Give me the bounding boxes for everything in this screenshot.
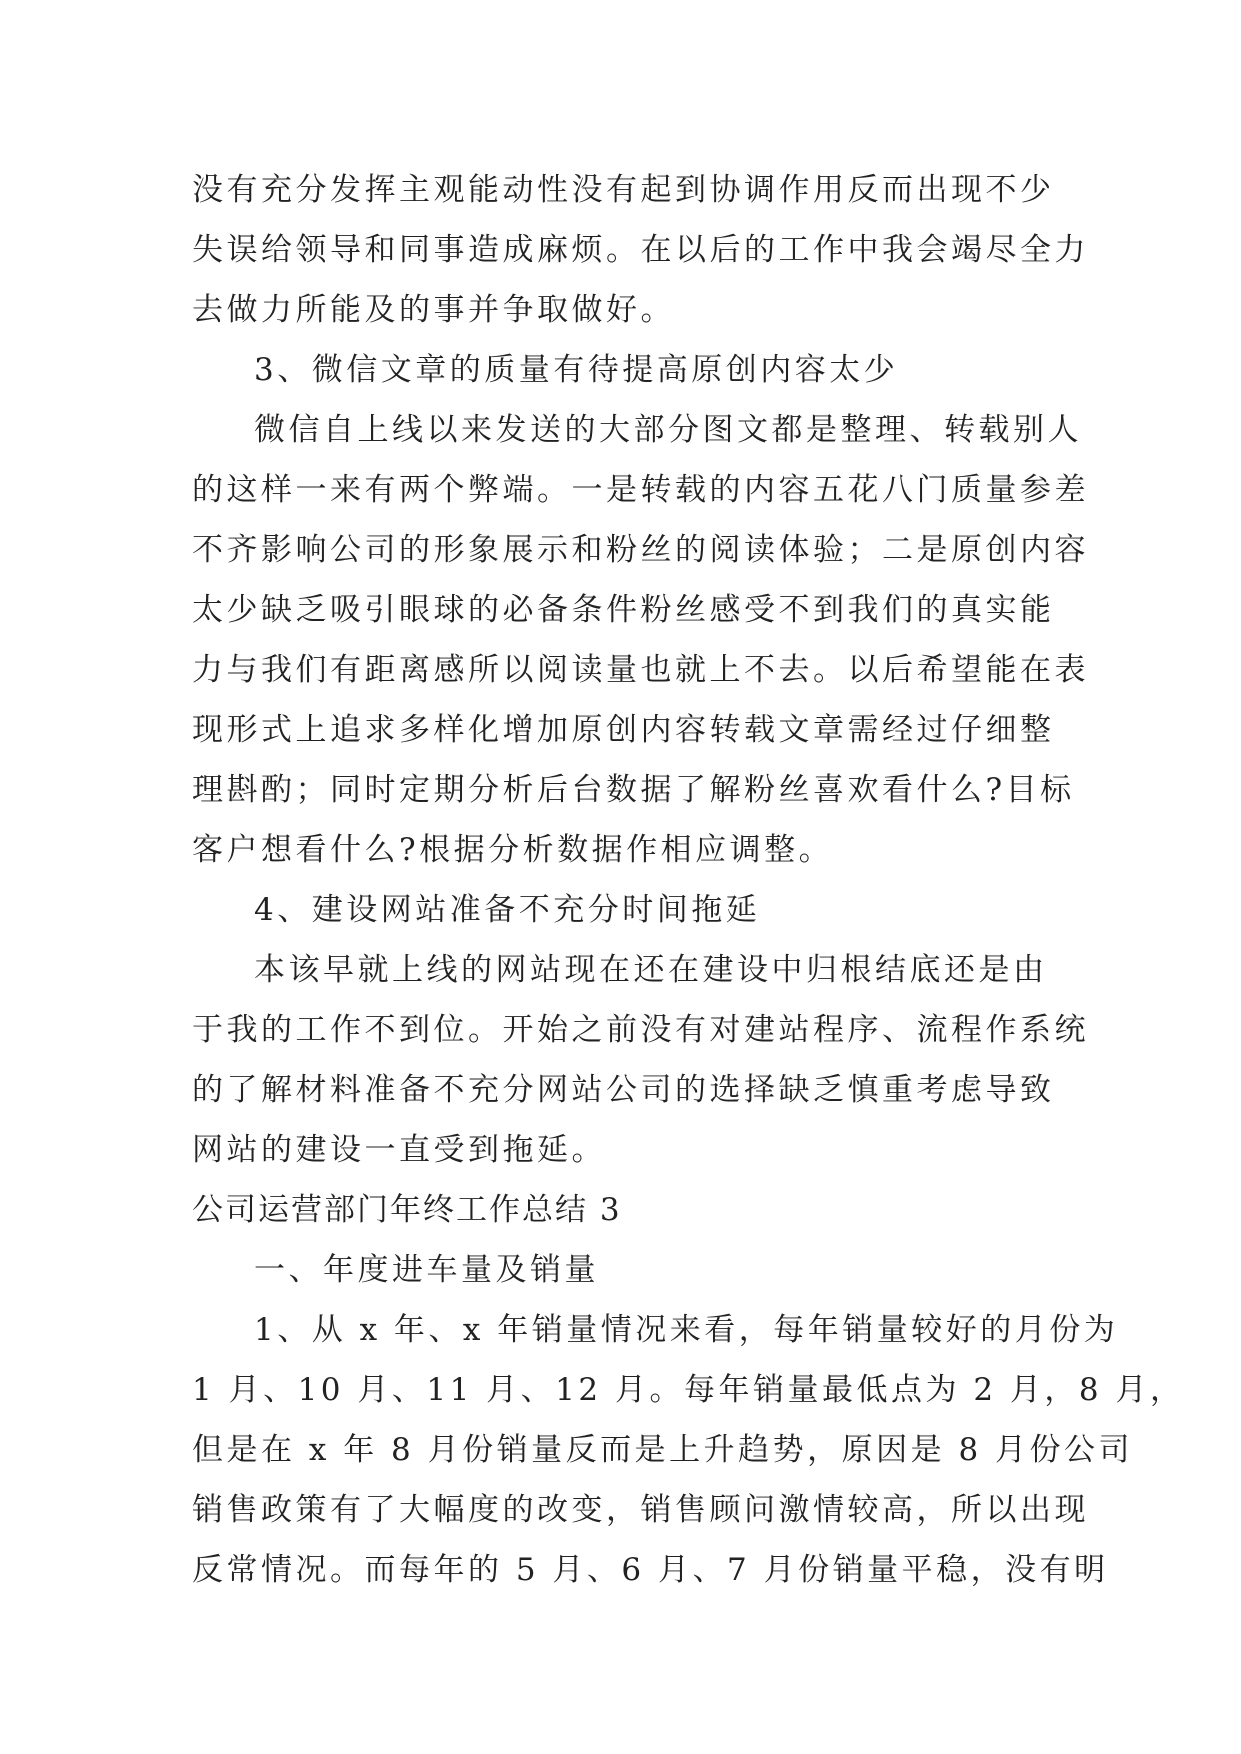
paragraph-line: 太少缺乏吸引眼球的必备条件粉丝感受不到我们的真实能 xyxy=(192,592,1055,628)
paragraph-line: 微信自上线以来发送的大部分图文都是整理、转载别人 xyxy=(254,412,1082,448)
document-title: 公司运营部门年终工作总结 3 xyxy=(192,1192,622,1228)
paragraph-line: 于我的工作不到位。开始之前没有对建站程序、流程作系统 xyxy=(192,1012,1089,1048)
document-body xyxy=(192,160,1185,1600)
paragraph-line: 但是在 x 年 8 月份销量反而是上升趋势，原因是 8 月份公司 xyxy=(192,1432,1134,1468)
paragraph-line: 本该早就上线的网站现在还在建设中归根结底还是由 xyxy=(254,952,1048,988)
paragraph-line: 1 月、10 月、11 月、12 月。每年销量最低点为 2 月，8 月， xyxy=(192,1372,1185,1408)
paragraph-line: 的了解材料准备不充分网站公司的选择缺乏慎重考虑导致 xyxy=(192,1072,1055,1108)
paragraph-line: 没有充分发挥主观能动性没有起到协调作用反而出现不少 xyxy=(192,172,1055,208)
section-heading-3: 3、微信文章的质量有待提高原创内容太少 xyxy=(254,352,899,388)
paragraph-line: 现形式上追求多样化增加原创内容转载文章需经过仔细整 xyxy=(192,712,1055,748)
paragraph-line: 理斟酌；同时定期分析后台数据了解粉丝喜欢看什么?目标 xyxy=(192,772,1075,808)
paragraph-line: 1、从 x 年、x 年销量情况来看，每年销量较好的月份为 xyxy=(254,1312,1119,1348)
paragraph-line: 反常情况。而每年的 5 月、6 月、7 月份销量平稳，没有明 xyxy=(192,1552,1109,1588)
paragraph-line: 客户想看什么?根据分析数据作相应调整。 xyxy=(192,832,834,868)
paragraph-line: 销售政策有了大幅度的改变，销售顾问激情较高，所以出现 xyxy=(192,1492,1089,1528)
paragraph-line: 网站的建设一直受到拖延。 xyxy=(192,1132,606,1168)
paragraph-line: 去做力所能及的事并争取做好。 xyxy=(192,292,675,328)
paragraph-line: 不齐影响公司的形象展示和粉丝的阅读体验；二是原创内容 xyxy=(192,532,1089,568)
paragraph-line: 的这样一来有两个弊端。一是转载的内容五花八门质量参差 xyxy=(192,472,1089,508)
section-heading-4: 4、建设网站准备不充分时间拖延 xyxy=(254,892,761,928)
paragraph-line: 力与我们有距离感所以阅读量也就上不去。以后希望能在表 xyxy=(192,652,1089,688)
paragraph-line: 失误给领导和同事造成麻烦。在以后的工作中我会竭尽全力 xyxy=(192,232,1089,268)
section-heading-1: 一、年度进车量及销量 xyxy=(254,1252,599,1288)
